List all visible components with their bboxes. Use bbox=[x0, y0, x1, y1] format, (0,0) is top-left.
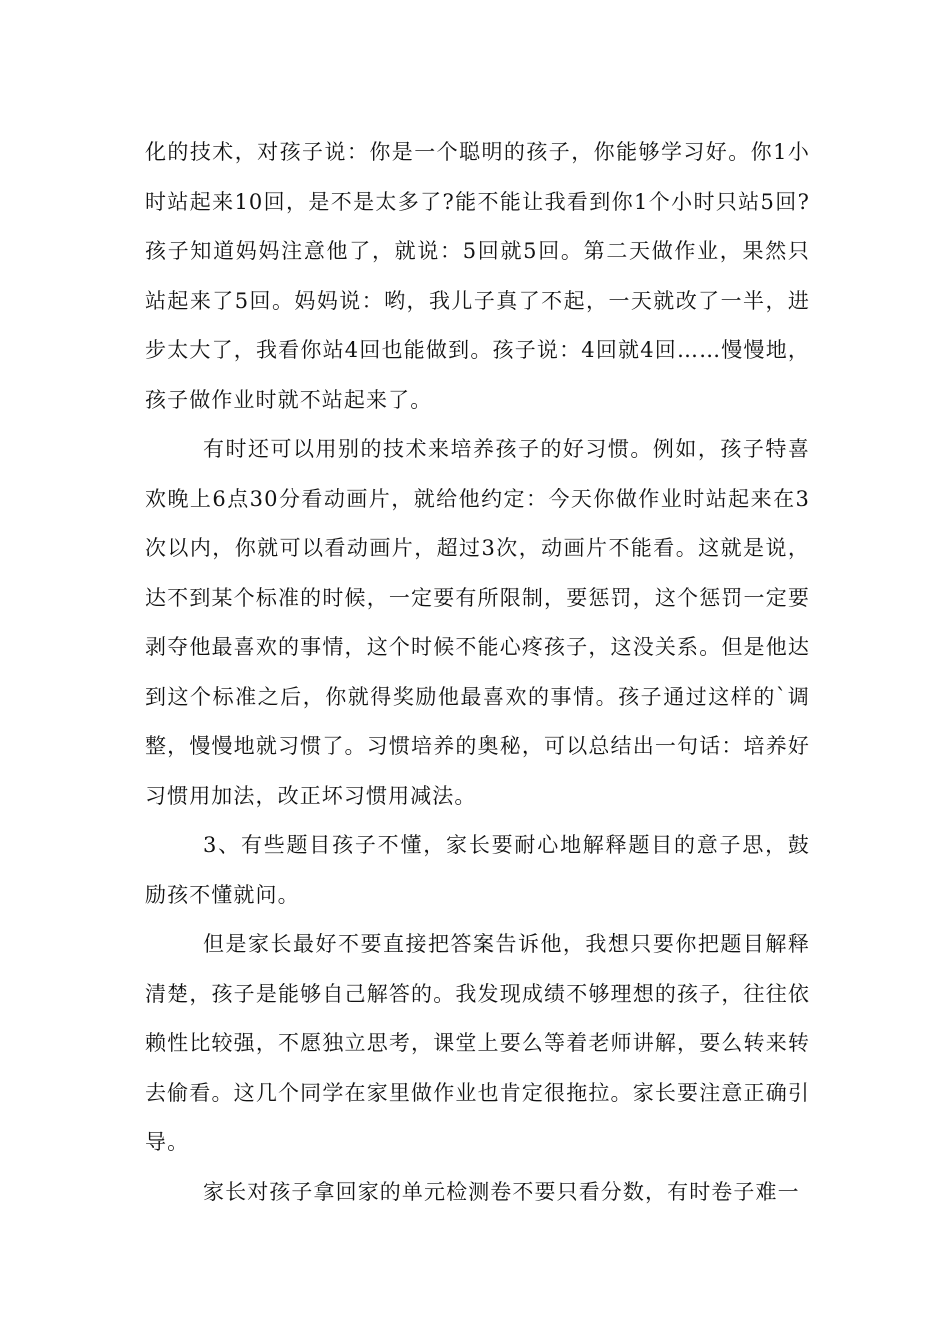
paragraph-4: 但是家长最好不要直接把答案告诉他，我想只要你把题目解释清楚，孩子是能够自己解答的。我发现成绩不够理想的孩子，往往依赖性比较强，不愿独立思考，课堂上要么等着老师讲解，要么转来转去偷看。这几个同学在家里做作业也肯定很拖拉。家长要注意正确引导。 bbox=[145, 932, 810, 1154]
paragraph-1: 化的技术，对孩子说：你是一个聪明的孩子，你能够学习好。你1小时站起来10回，是不是太多了?能不能让我看到你1个小时只站5回?孩子知道妈妈注意他了，就说：5回就5回。第二天做作业，果然只站起来了5回。妈妈说：哟，我儿子真了不起，一天就改了一半，进步太大了，我看你站4回也能做到。孩子说：4回就4回……慢慢地，孩子做作业时就不站起来了。 bbox=[145, 140, 810, 412]
document-body bbox=[145, 128, 810, 1217]
paragraph-2: 有时还可以用别的技术来培养孩子的好习惯。例如，孩子特喜欢晚上6点30分看动画片，就给他约定：今天你做作业时站起来在3次以内，你就可以看动画片，超过3次，动画片不能看。这就是说，达不到某个标准的时候，一定要有所限制，要惩罚，这个惩罚一定要剥夺他最喜欢的事情，这个时候不能心疼孩子，这没关系。但是他达到这个标准之后，你就得奖励他最喜欢的事情。孩子通过这样的`调整，慢慢地就习惯了。习惯培养的奥秘，可以总结出一句话：培养好习惯用加法，改正坏习惯用减法。 bbox=[145, 437, 810, 808]
paragraph-5: 家长对孩子拿回家的单元检测卷不要只看分数，有时卷子难一 bbox=[203, 1179, 800, 1204]
paragraph-3: 3、有些题目孩子不懂，家长要耐心地解释题目的意子思，鼓励孩不懂就问。 bbox=[145, 833, 810, 907]
